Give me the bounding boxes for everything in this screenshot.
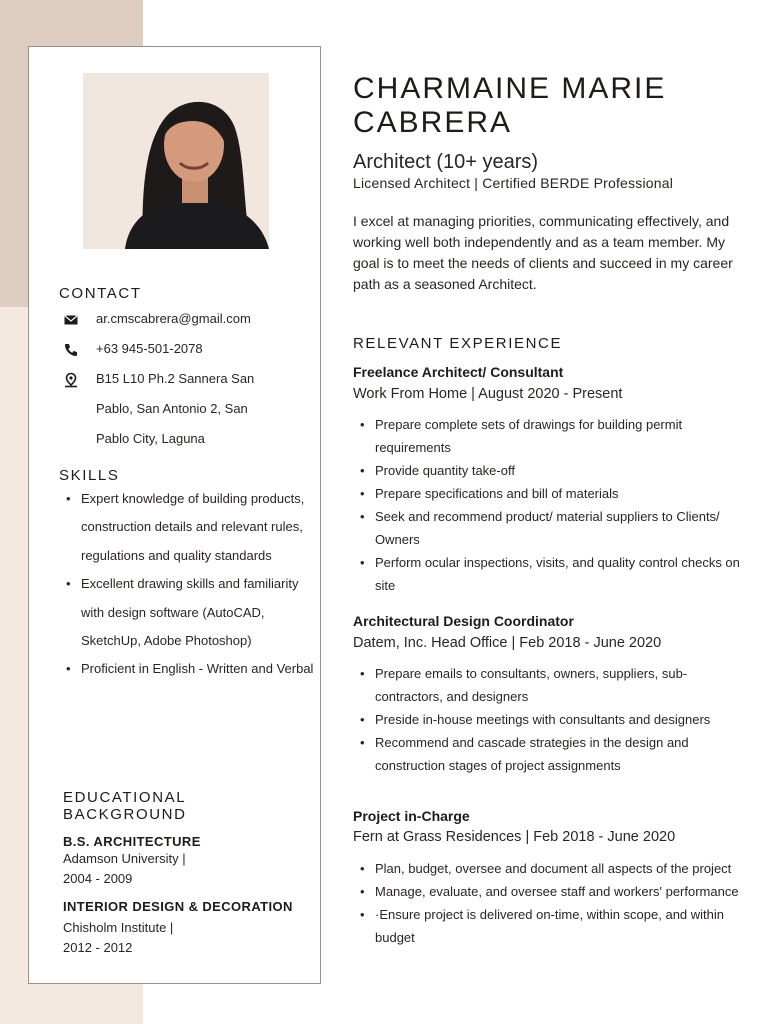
job-bullet: • ·Ensure project is delivered on-time, within scope, and within budget [375,903,740,949]
job-meta: Fern at Grass Residences | Feb 2018 - June 2020 [353,829,676,845]
contact-phone-row [63,341,203,364]
contact-email: ar.cmscabrera@gmail.com [96,311,251,326]
location-pin-icon [63,372,79,388]
job-bullets [375,413,740,597]
job-title: Architectural Design Coordinator [353,613,574,629]
candidate-credentials: Licensed Architect | Certified BERDE Professional [353,175,674,191]
job-bullets [375,857,740,949]
job-title: Project in-Charge [353,808,470,824]
skill-item: • Excellent drawing skills and familiarity with design software (AutoCAD, SketchUp, Adobe Photoshop) [81,570,321,655]
job-title: Freelance Architect/ Consultant [353,364,564,380]
phone-icon [63,342,79,358]
contact-address-row [63,371,254,454]
job-bullet: • Preside in-house meetings with consultants and designers [375,708,740,731]
contact-title: CONTACT [59,285,142,302]
job-bullet: • Prepare emails to consultants, owners, suppliers, sub-contractors, and designers [375,662,740,708]
job-bullet: • Seek and recommend product/ material suppliers to Clients/ Owners [375,505,740,551]
contact-email-row [63,311,251,334]
profile-summary: I excel at managing priorities, communicating effectively, and working well both independently and as a team member. My goal is to meet the needs of clients and succeed in my career path as a seasoned Architect. [353,213,733,292]
job-bullet: • Manage, evaluate, and oversee staff and workers' performance [375,880,740,903]
skill-item: • Proficient in English - Written and Verbal [81,655,321,683]
job-bullets [375,662,740,777]
contact-address [96,364,254,454]
job-bullet: • Recommend and cascade strategies in the design and construction stages of project assignments [375,731,740,777]
education-title-line: BACKGROUND [63,806,187,823]
job-bullet: • Perform ocular inspections, visits, and quality control checks on site [375,551,740,597]
school-years: 2012 - 2012 [63,940,133,955]
school-years: 2004 - 2009 [63,871,133,886]
school-name: Adamson University | [63,851,186,866]
education-school [63,849,263,889]
job-bullet: • Provide quantity take-off [375,459,740,482]
experience-title: RELEVANT EXPERIENCE [353,335,563,352]
candidate-role: Architect (10+ years) [353,151,539,173]
envelope-icon [63,312,79,328]
skills-list [63,485,321,684]
school-name: Chisholm Institute | [63,920,174,935]
education-degree: B.S. ARCHITECTURE [63,834,201,849]
profile-photo [83,73,269,249]
address-line: Pablo City, Laguna [96,431,205,446]
contact-phone: +63 945-501-2078 [96,341,203,356]
job-bullet: • Prepare complete sets of drawings for building permit requirements [375,413,740,459]
address-line: B15 L10 Ph.2 Sannera San [96,371,255,386]
skills-title: SKILLS [59,467,120,484]
job-bullet: • Plan, budget, oversee and document all aspects of the project [375,857,740,880]
education-school [63,918,263,958]
job-meta: Work From Home | August 2020 - Present [353,386,623,402]
education-title [63,789,187,823]
job-bullet: • Prepare specifications and bill of materials [375,482,740,505]
sidebar-card [28,46,321,984]
skill-item: • Expert knowledge of building products, construction details and relevant rules, regulations and quality standards [81,485,321,570]
education-degree: INTERIOR DESIGN & DECORATION [63,899,293,914]
candidate-name: CHARMAINE MARIE CABRERA [353,72,667,139]
education-title-line: EDUCATIONAL [63,789,187,806]
job-meta: Datem, Inc. Head Office | Feb 2018 - June 2020 [353,635,662,651]
address-line: Pablo, San Antonio 2, San [96,401,248,416]
